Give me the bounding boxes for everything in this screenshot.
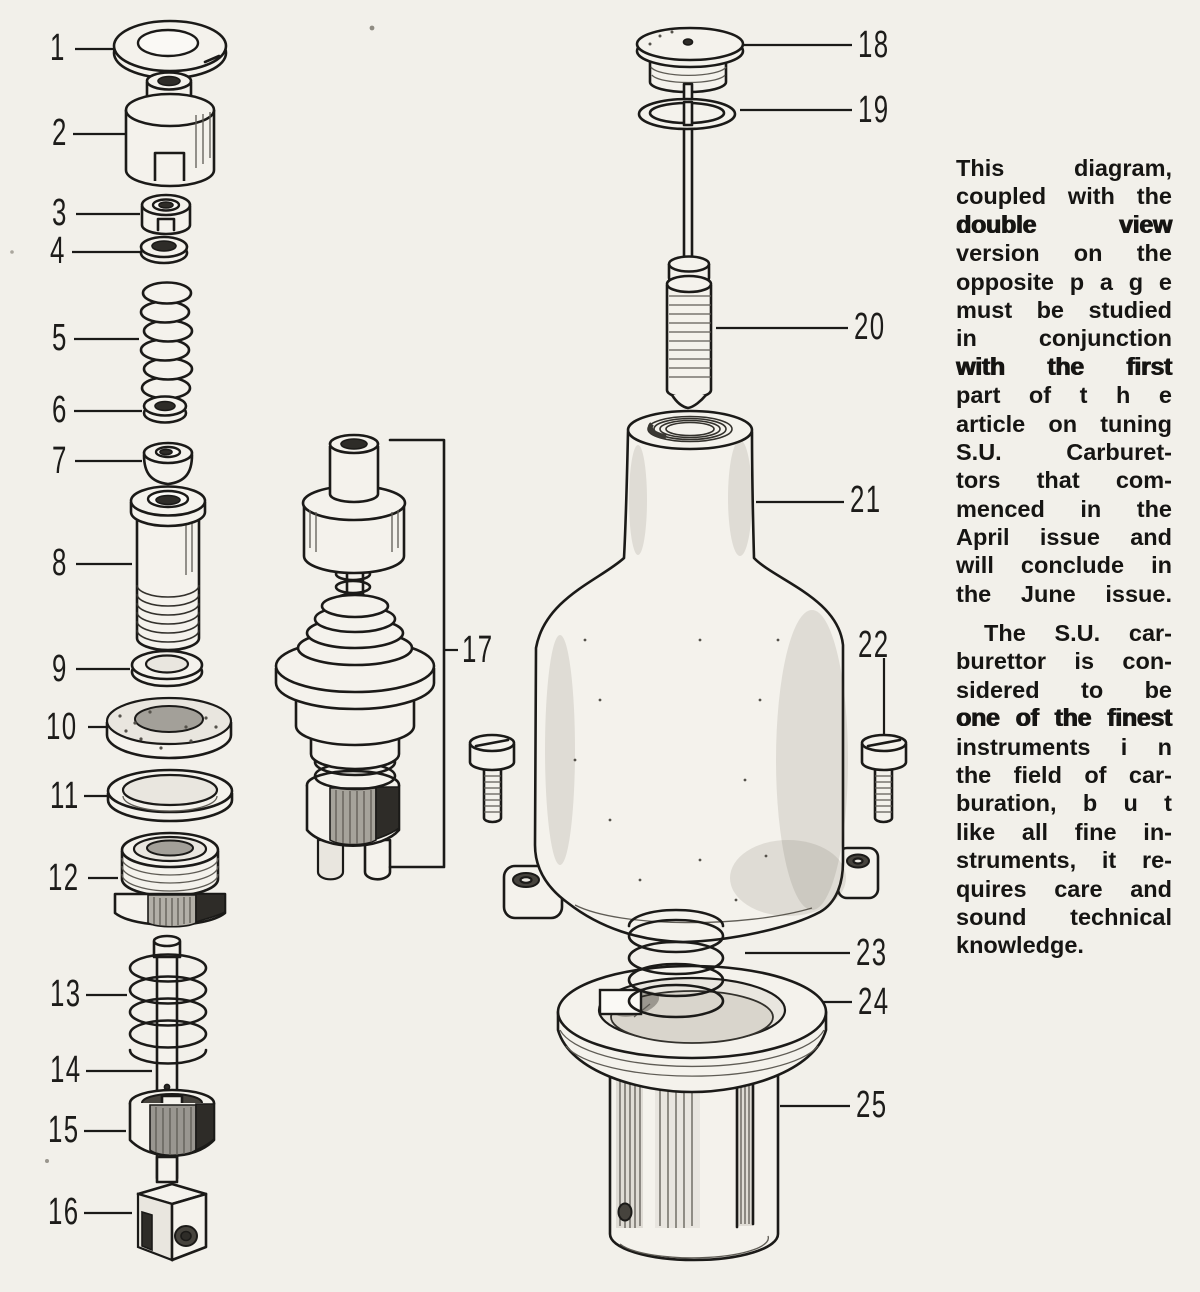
part-5-spring bbox=[141, 283, 192, 399]
article-line: sidered to be bbox=[956, 676, 1172, 703]
part-label-22: 22 bbox=[858, 624, 890, 666]
part-17-jet-assembly bbox=[276, 435, 444, 879]
part-25-piston-cylinder bbox=[610, 1074, 778, 1260]
article-line: S.U. Carburet- bbox=[956, 438, 1172, 465]
part-label-7: 7 bbox=[52, 440, 68, 482]
part-label-4: 4 bbox=[50, 230, 66, 272]
article-line: double view bbox=[956, 210, 1172, 239]
part-16-clevis-fork bbox=[138, 1184, 206, 1260]
part-label-15: 15 bbox=[48, 1109, 80, 1151]
part-label-21: 21 bbox=[850, 479, 882, 521]
part-12-union-head bbox=[115, 833, 225, 927]
part-label-9: 9 bbox=[52, 648, 68, 690]
article-line: with the first bbox=[956, 352, 1172, 381]
part-1-washer bbox=[114, 21, 226, 78]
part-15-hex-nut bbox=[130, 1090, 214, 1182]
part-label-20: 20 bbox=[854, 306, 886, 348]
article-line: April issue and bbox=[956, 524, 1172, 551]
article-paragraph-2 bbox=[956, 619, 1172, 960]
part-label-10: 10 bbox=[46, 706, 78, 748]
article-line: opposite p a g e bbox=[956, 268, 1172, 295]
part-label-13: 13 bbox=[50, 973, 82, 1015]
part-7-cup-nut bbox=[144, 443, 192, 484]
article-line: This diagram, bbox=[956, 155, 1172, 181]
article-line: knowledge. bbox=[956, 932, 1084, 959]
part-label-25: 25 bbox=[856, 1084, 888, 1126]
article-line: The S.U. car- bbox=[984, 620, 1172, 646]
part-4-ring bbox=[141, 237, 187, 263]
part-label-8: 8 bbox=[52, 542, 68, 584]
article-line: sound technical bbox=[956, 903, 1172, 930]
part-20-damper-piston bbox=[667, 257, 711, 409]
part-21-suction-chamber bbox=[504, 411, 878, 942]
article-line: menced in the bbox=[956, 495, 1172, 522]
part-label-18: 18 bbox=[858, 24, 890, 66]
part-label-23: 23 bbox=[856, 932, 888, 974]
part-18-damper-cap bbox=[637, 28, 743, 92]
article-line: the field of car- bbox=[956, 761, 1172, 788]
article-line: tors that com- bbox=[956, 467, 1172, 494]
part-3-nut bbox=[142, 195, 190, 234]
article-line: article on tuning bbox=[956, 410, 1172, 437]
article-line: burettor is con- bbox=[956, 648, 1172, 675]
part-8-threaded-barrel bbox=[131, 487, 205, 650]
part-label-6: 6 bbox=[52, 389, 68, 431]
article-paragraph-1 bbox=[956, 154, 1172, 608]
part-label-11: 11 bbox=[50, 775, 80, 817]
part-6-nut-small bbox=[144, 397, 186, 423]
article-line: will conclude in bbox=[956, 552, 1172, 579]
part-label-12: 12 bbox=[48, 857, 80, 899]
article-line: must be studied bbox=[956, 296, 1172, 323]
article-line: one of the finest bbox=[956, 704, 1172, 733]
article-line: coupled with the bbox=[956, 183, 1172, 210]
part-label-1: 1 bbox=[50, 27, 66, 69]
part-label-17: 17 bbox=[462, 629, 494, 671]
part-10-gland-washer bbox=[107, 698, 231, 758]
part-label-14: 14 bbox=[50, 1049, 82, 1091]
article-line: struments, it re- bbox=[956, 847, 1172, 874]
article-line: version on the bbox=[956, 240, 1172, 267]
part-label-16: 16 bbox=[48, 1191, 80, 1233]
part-2-slotted-cap bbox=[126, 73, 214, 187]
part-9-washer bbox=[132, 651, 202, 686]
article-line: part of t h e bbox=[956, 382, 1172, 409]
part-11-ring bbox=[108, 770, 232, 821]
article-line: in conjunction bbox=[956, 325, 1172, 352]
part-19-washer-ring bbox=[639, 99, 735, 129]
article-line: the June issue. bbox=[956, 580, 1172, 607]
part-label-5: 5 bbox=[52, 317, 68, 359]
article-line: like all fine in- bbox=[956, 818, 1172, 845]
article-line: quires care and bbox=[956, 875, 1172, 902]
part-label-2: 2 bbox=[52, 112, 68, 154]
article-line: instruments i n bbox=[956, 733, 1172, 760]
part-label-19: 19 bbox=[858, 89, 890, 131]
part-label-3: 3 bbox=[52, 192, 68, 234]
part-label-24: 24 bbox=[858, 981, 890, 1023]
article-line: buration, b u t bbox=[956, 790, 1172, 817]
